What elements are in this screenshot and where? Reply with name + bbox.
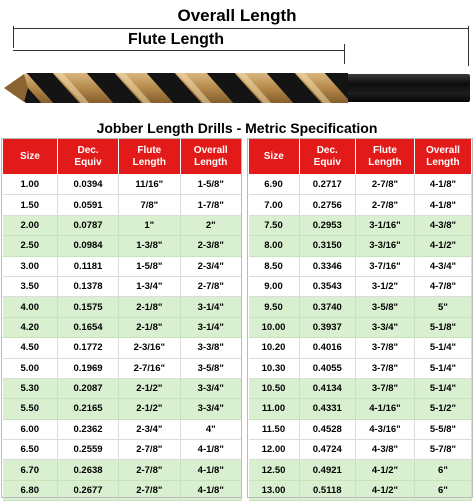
size-cell: 12.00 bbox=[249, 440, 300, 460]
size-cell: 6.50 bbox=[3, 440, 58, 460]
size-cell: 1.00 bbox=[3, 175, 58, 195]
table-row bbox=[3, 215, 242, 235]
size-cell: 4.00 bbox=[3, 297, 58, 317]
size-cell: 8.50 bbox=[249, 256, 300, 276]
overall-length-cell: 3-3/4" bbox=[180, 399, 241, 419]
dec-equiv-cell: 0.2953 bbox=[299, 215, 356, 235]
table-row bbox=[249, 440, 472, 460]
dec-equiv-cell: 0.2756 bbox=[299, 195, 356, 215]
flute-length-cell: 4-3/8" bbox=[356, 440, 415, 460]
overall-length-cell: 5-1/2" bbox=[414, 399, 471, 419]
table-row bbox=[3, 358, 242, 378]
overall-length-cell: 4-1/2" bbox=[414, 236, 471, 256]
table-row bbox=[249, 338, 472, 358]
size-cell: 10.50 bbox=[249, 378, 300, 398]
overall-length-cell: 4-1/8" bbox=[180, 460, 241, 480]
table-row bbox=[3, 256, 242, 276]
overall-length-cell: 6" bbox=[414, 460, 471, 480]
flute-length-cell: 2-7/16" bbox=[119, 358, 180, 378]
dec-equiv-cell: 0.2677 bbox=[58, 480, 119, 500]
dec-equiv-cell: 0.4528 bbox=[299, 419, 356, 439]
table-row bbox=[249, 276, 472, 296]
flute-length-cell: 2-7/8" bbox=[356, 195, 415, 215]
overall-length-cell: 5-1/4" bbox=[414, 338, 471, 358]
overall-length-label: Overall Length bbox=[177, 6, 297, 25]
size-cell: 1.50 bbox=[3, 195, 58, 215]
overall-length-cell: 3-1/4" bbox=[180, 317, 241, 337]
size-cell: 5.50 bbox=[3, 399, 58, 419]
overall-length-cell: 4-3/4" bbox=[414, 256, 471, 276]
table-title: Jobber Length Drills - Metric Specification bbox=[96, 120, 378, 136]
dec-equiv-cell: 0.3346 bbox=[299, 256, 356, 276]
dec-equiv-cell: 0.0984 bbox=[58, 236, 119, 256]
flute-length-cell: 2-7/8" bbox=[356, 175, 415, 195]
dec-equiv-cell: 0.3150 bbox=[299, 236, 356, 256]
table-row bbox=[3, 480, 242, 500]
drill-shank bbox=[342, 74, 470, 102]
dec-equiv-cell: 0.0591 bbox=[58, 195, 119, 215]
overall-length-cell: 5-5/8" bbox=[414, 419, 471, 439]
overall-length-header: Overall Length bbox=[180, 139, 241, 175]
dec-equiv-cell: 0.3740 bbox=[299, 297, 356, 317]
flute-length-cell: 1-3/4" bbox=[119, 276, 180, 296]
header-row-right bbox=[249, 139, 472, 175]
dec-equiv-header: Dec. Equiv bbox=[58, 139, 119, 175]
table-row bbox=[3, 297, 242, 317]
table-row bbox=[3, 236, 242, 256]
size-cell: 10.00 bbox=[249, 317, 300, 337]
size-cell: 7.00 bbox=[249, 195, 300, 215]
flute-length-cell: 2-3/16" bbox=[119, 338, 180, 358]
size-cell: 6.80 bbox=[3, 480, 58, 500]
table-row bbox=[249, 256, 472, 276]
overall-length-cell: 3-3/8" bbox=[180, 338, 241, 358]
rows-right bbox=[249, 175, 472, 501]
dec-equiv-cell: 0.2165 bbox=[58, 399, 119, 419]
size-header: Size bbox=[249, 139, 300, 175]
flute-length-cell: 4-1/2" bbox=[356, 480, 415, 500]
flute-length-cell: 3-7/8" bbox=[356, 338, 415, 358]
overall-length-cell: 3-1/4" bbox=[180, 297, 241, 317]
spec-table-right bbox=[248, 138, 472, 501]
flute-length-cell: 3-7/8" bbox=[356, 378, 415, 398]
table-row bbox=[3, 317, 242, 337]
flute-length-cell: 4-1/2" bbox=[356, 460, 415, 480]
overall-length-cell: 1-7/8" bbox=[180, 195, 241, 215]
size-cell: 6.70 bbox=[3, 460, 58, 480]
table-row bbox=[249, 236, 472, 256]
table-row bbox=[249, 460, 472, 480]
dec-equiv-cell: 0.4016 bbox=[299, 338, 356, 358]
flute-length-cell: 2-1/8" bbox=[119, 317, 180, 337]
dec-equiv-cell: 0.2362 bbox=[58, 419, 119, 439]
size-header: Size bbox=[3, 139, 58, 175]
table-row bbox=[3, 276, 242, 296]
overall-length-cell: 3-5/8" bbox=[180, 358, 241, 378]
overall-length-cell: 4-1/8" bbox=[180, 480, 241, 500]
flute-length-cell: 2-7/8" bbox=[119, 480, 180, 500]
overall-length-cell: 4-7/8" bbox=[414, 276, 471, 296]
flute-length-header: Flute Length bbox=[356, 139, 415, 175]
flute-length-cell: 3-5/8" bbox=[356, 297, 415, 317]
dec-equiv-cell: 0.1772 bbox=[58, 338, 119, 358]
overall-length-cell: 2-3/4" bbox=[180, 256, 241, 276]
flute-length-cell: 1-3/8" bbox=[119, 236, 180, 256]
dec-equiv-cell: 0.4055 bbox=[299, 358, 356, 378]
dec-equiv-cell: 0.1575 bbox=[58, 297, 119, 317]
table-row bbox=[249, 378, 472, 398]
dec-equiv-cell: 0.0787 bbox=[58, 215, 119, 235]
flute-length-cell: 2-1/2" bbox=[119, 378, 180, 398]
overall-length-cell: 5-1/8" bbox=[414, 317, 471, 337]
rows-left bbox=[3, 175, 242, 501]
size-cell: 2.00 bbox=[3, 215, 58, 235]
flute-length-header: Flute Length bbox=[119, 139, 180, 175]
overall-length-cell: 4-1/8" bbox=[414, 195, 471, 215]
dec-equiv-cell: 0.3937 bbox=[299, 317, 356, 337]
table-row bbox=[3, 399, 242, 419]
dec-equiv-cell: 0.0394 bbox=[58, 175, 119, 195]
flute-length-cell: 3-7/16" bbox=[356, 256, 415, 276]
dec-equiv-cell: 0.3543 bbox=[299, 276, 356, 296]
overall-length-cell: 3-3/4" bbox=[180, 378, 241, 398]
overall-length-cell: 5" bbox=[414, 297, 471, 317]
overall-length-cell: 2-7/8" bbox=[180, 276, 241, 296]
flute-length-cell: 3-1/16" bbox=[356, 215, 415, 235]
flute-length-cell: 7/8" bbox=[119, 195, 180, 215]
drill-flutes bbox=[4, 70, 354, 106]
table-row bbox=[3, 378, 242, 398]
size-cell: 8.00 bbox=[249, 236, 300, 256]
table-row bbox=[3, 338, 242, 358]
size-cell: 7.50 bbox=[249, 215, 300, 235]
overall-length-cell: 5-1/4" bbox=[414, 378, 471, 398]
size-cell: 3.00 bbox=[3, 256, 58, 276]
flute-length-cell: 2-7/8" bbox=[119, 440, 180, 460]
size-cell: 9.50 bbox=[249, 297, 300, 317]
overall-length-cell: 4-3/8" bbox=[414, 215, 471, 235]
dec-equiv-cell: 0.5118 bbox=[299, 480, 356, 500]
table-row bbox=[249, 195, 472, 215]
table-row bbox=[249, 399, 472, 419]
size-cell: 4.20 bbox=[3, 317, 58, 337]
dec-equiv-header: Dec. Equiv bbox=[299, 139, 356, 175]
drill-tip bbox=[4, 74, 28, 102]
spec-table-left bbox=[2, 138, 242, 501]
table-row bbox=[249, 317, 472, 337]
size-cell: 3.50 bbox=[3, 276, 58, 296]
overall-length-cell: 5-7/8" bbox=[414, 440, 471, 460]
flute-length-cell: 1" bbox=[119, 215, 180, 235]
dec-equiv-cell: 0.1969 bbox=[58, 358, 119, 378]
dec-equiv-cell: 0.2087 bbox=[58, 378, 119, 398]
dec-equiv-cell: 0.1181 bbox=[58, 256, 119, 276]
size-cell: 5.00 bbox=[3, 358, 58, 378]
overall-length-cell: 2-3/8" bbox=[180, 236, 241, 256]
dec-equiv-cell: 0.1378 bbox=[58, 276, 119, 296]
table-row bbox=[249, 297, 472, 317]
flute-length-cell: 3-7/8" bbox=[356, 358, 415, 378]
overall-length-cell: 4" bbox=[180, 419, 241, 439]
table-row bbox=[249, 419, 472, 439]
flute-length-cell: 2-7/8" bbox=[119, 460, 180, 480]
size-cell: 5.30 bbox=[3, 378, 58, 398]
table-row bbox=[3, 440, 242, 460]
flute-length-cell: 3-1/2" bbox=[356, 276, 415, 296]
table-row bbox=[249, 358, 472, 378]
overall-length-cell: 4-1/8" bbox=[414, 175, 471, 195]
dec-equiv-cell: 0.4134 bbox=[299, 378, 356, 398]
size-cell: 13.00 bbox=[249, 480, 300, 500]
drill-bit-illustration bbox=[4, 62, 472, 112]
size-cell: 10.20 bbox=[249, 338, 300, 358]
flute-length-label: Flute Length bbox=[128, 31, 224, 48]
overall-length-cell: 1-5/8" bbox=[180, 175, 241, 195]
flute-length-cell: 2-1/8" bbox=[119, 297, 180, 317]
flute-length-cell: 4-1/16" bbox=[356, 399, 415, 419]
flute-length-cell: 4-3/16" bbox=[356, 419, 415, 439]
size-cell: 2.50 bbox=[3, 236, 58, 256]
table-row bbox=[249, 215, 472, 235]
size-cell: 11.00 bbox=[249, 399, 300, 419]
flute-length-cell: 3-3/16" bbox=[356, 236, 415, 256]
size-cell: 9.00 bbox=[249, 276, 300, 296]
size-cell: 4.50 bbox=[3, 338, 58, 358]
dec-equiv-cell: 0.4921 bbox=[299, 460, 356, 480]
table-row bbox=[249, 175, 472, 195]
overall-length-cell: 6" bbox=[414, 480, 471, 500]
size-cell: 11.50 bbox=[249, 419, 300, 439]
flute-length-cell: 3-3/4" bbox=[356, 317, 415, 337]
overall-length-cell: 4-1/8" bbox=[180, 440, 241, 460]
size-cell: 6.00 bbox=[3, 419, 58, 439]
dec-equiv-cell: 0.2638 bbox=[58, 460, 119, 480]
overall-length-cell: 2" bbox=[180, 215, 241, 235]
dec-equiv-cell: 0.2717 bbox=[299, 175, 356, 195]
dec-equiv-cell: 0.1654 bbox=[58, 317, 119, 337]
flute-length-cell: 2-1/2" bbox=[119, 399, 180, 419]
overall-length-cell: 5-1/4" bbox=[414, 358, 471, 378]
table-row bbox=[3, 419, 242, 439]
size-cell: 10.30 bbox=[249, 358, 300, 378]
dec-equiv-cell: 0.4724 bbox=[299, 440, 356, 460]
header-row-left bbox=[3, 139, 242, 175]
flute-length-cell: 11/16" bbox=[119, 175, 180, 195]
flute-length-cell: 1-5/8" bbox=[119, 256, 180, 276]
size-cell: 6.90 bbox=[249, 175, 300, 195]
flute-length-cell: 2-3/4" bbox=[119, 419, 180, 439]
table-row bbox=[3, 460, 242, 480]
table-row bbox=[3, 195, 242, 215]
dec-equiv-cell: 0.4331 bbox=[299, 399, 356, 419]
table-row bbox=[249, 480, 472, 500]
dec-equiv-cell: 0.2559 bbox=[58, 440, 119, 460]
overall-length-header: Overall Length bbox=[414, 139, 471, 175]
size-cell: 12.50 bbox=[249, 460, 300, 480]
table-row bbox=[3, 175, 242, 195]
